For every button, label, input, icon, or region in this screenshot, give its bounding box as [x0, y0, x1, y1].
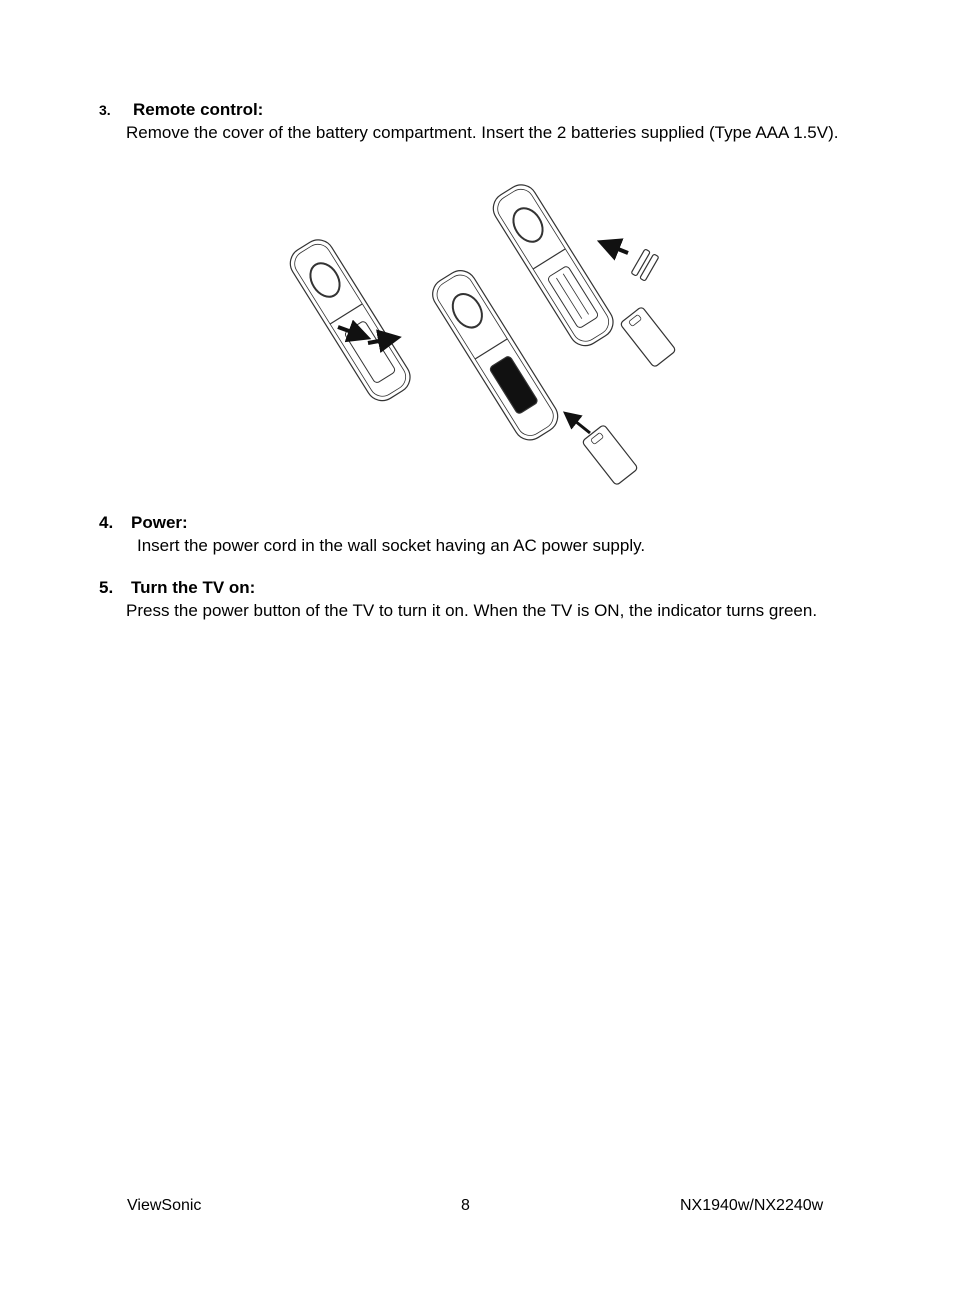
- section-power: [99, 512, 856, 557]
- footer-model: NX1940w/NX2240w: [680, 1197, 824, 1214]
- section-heading: [99, 512, 856, 534]
- footer-page-number: 8: [461, 1197, 470, 1214]
- section-text: Remove the cover of the battery compartment. Insert the 2 batteries supplied (Type AAA 1.5V).: [126, 123, 839, 142]
- remote-left: [284, 234, 416, 407]
- arrow-right: [608, 245, 628, 253]
- remote-right: [487, 179, 619, 352]
- batteries-aaa: [631, 249, 659, 281]
- section-number: 5.: [99, 578, 114, 597]
- section-title: Turn the TV on:: [131, 578, 256, 597]
- battery-cover-bottom: [582, 424, 639, 485]
- footer-brand: ViewSonic: [127, 1197, 202, 1214]
- remote-battery-illustration: [270, 165, 690, 495]
- section-text: Insert the power cord in the wall socket having an AC power supply.: [137, 536, 646, 555]
- section-title: Power:: [131, 513, 188, 532]
- section-number: 3.: [99, 102, 111, 118]
- section-turn-tv-on: [99, 577, 856, 622]
- section-heading: [99, 99, 856, 121]
- arrow-left-1: [338, 327, 360, 335]
- section-text: Press the power button of the TV to turn it on. When the TV is ON, the indicator turns green.: [126, 601, 818, 620]
- section-heading: [99, 577, 856, 599]
- section-title: Remote control:: [133, 100, 264, 119]
- battery-cover-right: [620, 306, 677, 367]
- section-number: 4.: [99, 513, 114, 532]
- arrow-center: [570, 417, 590, 433]
- section-remote-control: [99, 99, 856, 144]
